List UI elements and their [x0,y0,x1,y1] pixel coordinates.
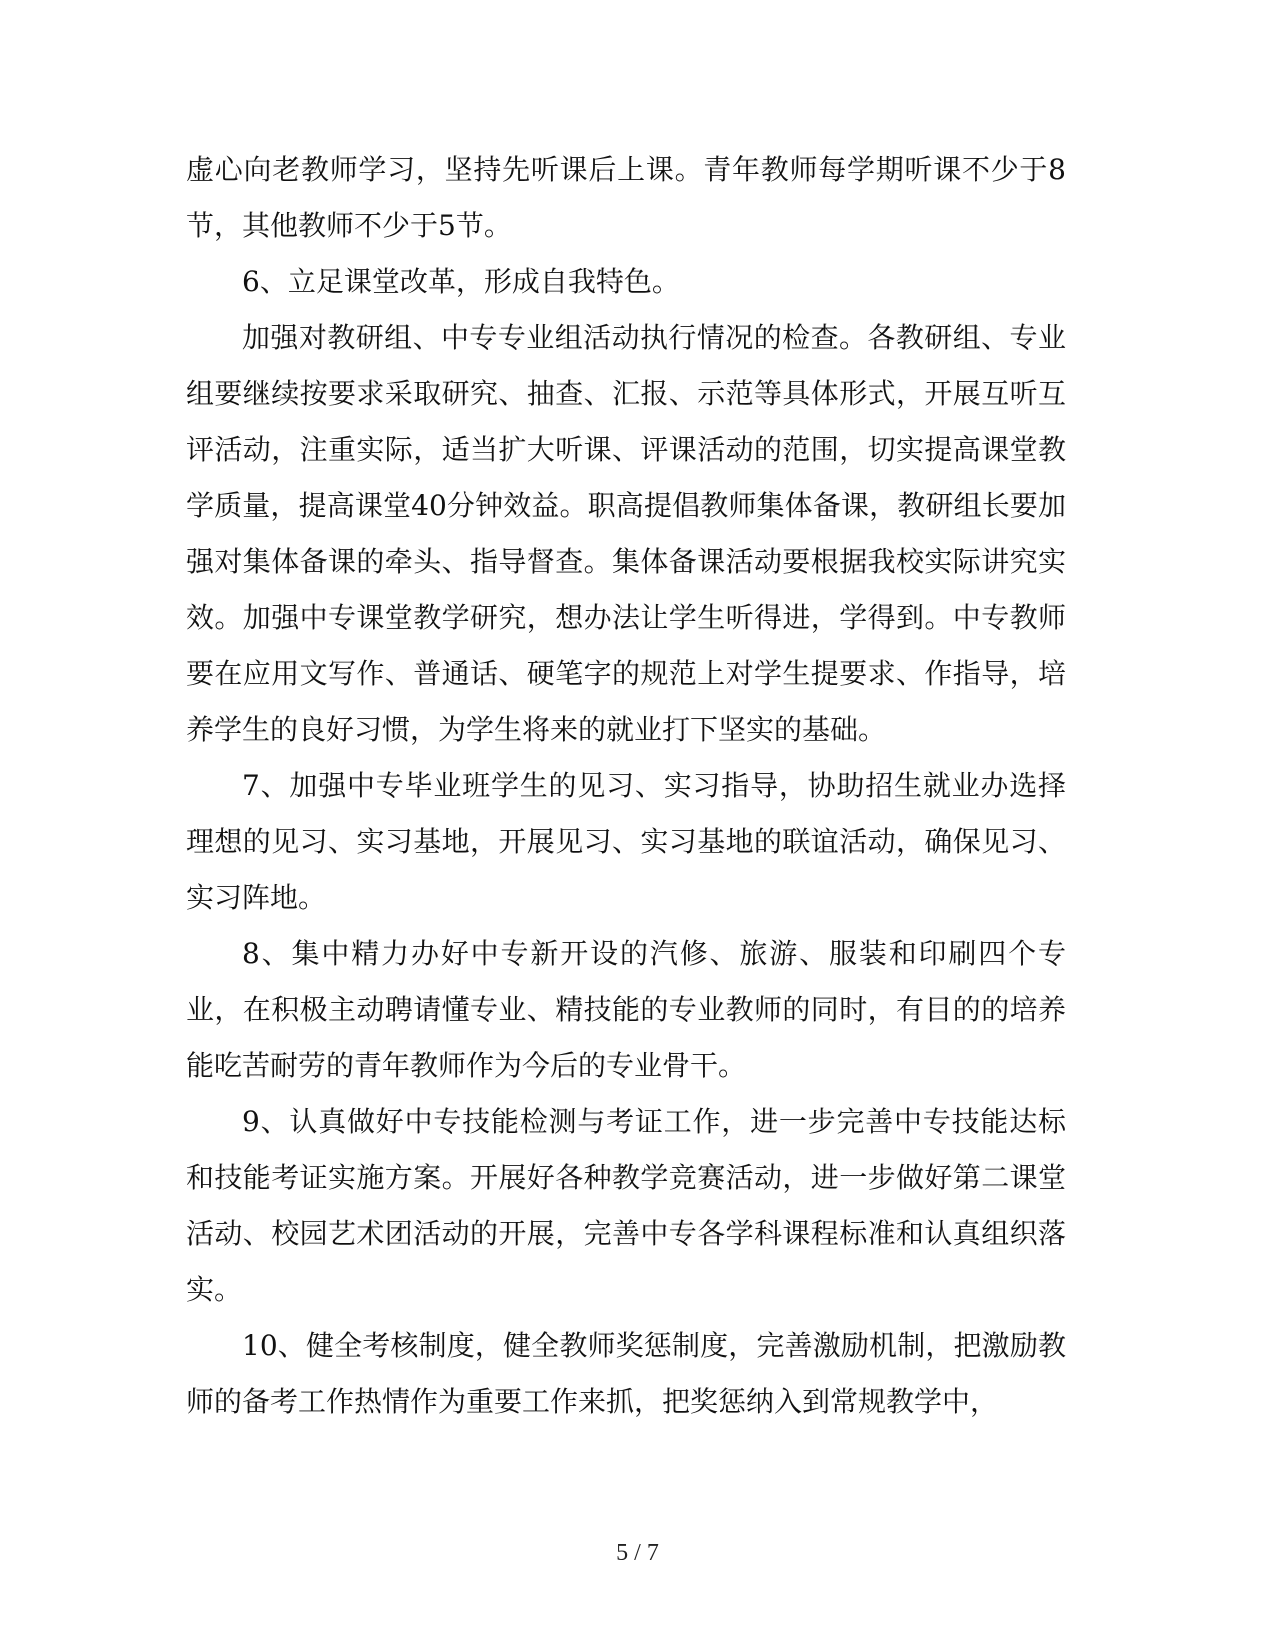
paragraph-5: 8、集中精力办好中专新开设的汽修、旅游、服装和印刷四个专业，在积极主动聘请懂专业、精技能的专业教师的同时，有目的的培养能吃苦耐劳的青年教师作为今后的专业骨干。 [186,937,1066,1082]
paragraph-6: 9、认真做好中专技能检测与考证工作，进一步完善中专技能达标和技能考证实施方案。开展好各种教学竞赛活动，进一步做好第二课堂活动、校园艺术团活动的开展，完善中专各学科课程标准和认真组织落实。 [186,1105,1066,1306]
paragraph-7: 10、健全考核制度，健全教师奖惩制度，完善激励机制，把激励教师的备考工作热情作为重要工作来抓，把奖惩纳入到常规教学中， [186,1329,1066,1418]
page-number: 5 / 7 [616,1540,659,1566]
paragraph-3: 加强对教研组、中专专业组活动执行情况的检查。各教研组、专业组要继续按要求采取研究、抽查、汇报、示范等具体形式，开展互听互评活动，注重实际，适当扩大听课、评课活动的范围，切实提高课堂教学质量，提高课堂40分钟效益。职高提倡教师集体备课，教研组长要加强对集体备课的牵头、指导督查。集体备课活动要根据我校实际讲究实效。加强中专课堂教学研究，想办法让学生听得进，学得到。中专教师要在应用文写作、普通话、硬笔字的规范上对学生提要求、作指导，培养学生的良好习惯，为学生将来的就业打下坚实的基础。 [186,321,1066,746]
paragraph-2: 6、立足课堂改革，形成自我特色。 [242,265,680,298]
paragraph-4: 7、加强中专毕业班学生的见习、实习指导，协助招生就业办选择理想的见习、实习基地，开展见习、实习基地的联谊活动，确保见习、实习阵地。 [186,769,1066,914]
document-body [186,142,1066,1430]
paragraph-1: 虚心向老教师学习，坚持先听课后上课。青年教师每学期听课不少于8节，其他教师不少于5节。 [186,153,1066,242]
